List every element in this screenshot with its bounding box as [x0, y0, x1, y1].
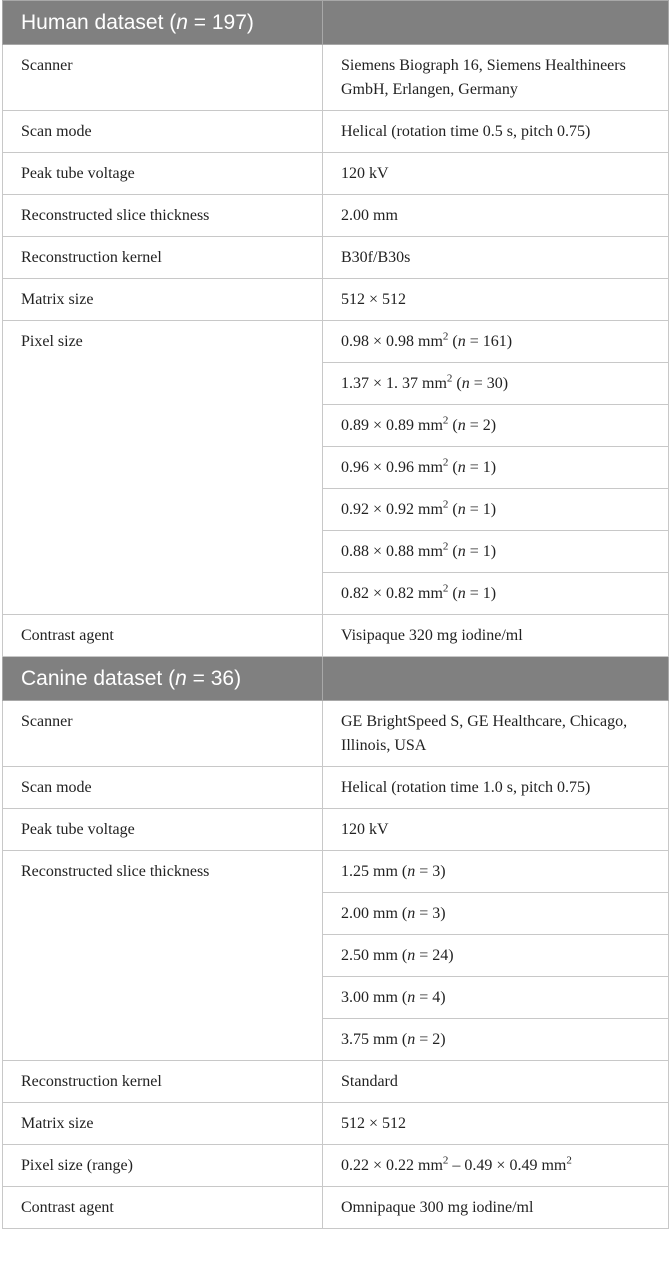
table-row [3, 1103, 669, 1145]
row-value: 0.88 × 0.88 $mm^2$ (n = 1) [323, 531, 669, 573]
canine-dataset-title: Canine dataset (n = 36) [3, 657, 323, 701]
row-label: Scanner [3, 45, 323, 111]
row-value: 0.92 × 0.92 $mm^2$ (n = 1) [323, 489, 669, 531]
row-value: Omnipaque 300 mg iodine/ml [323, 1187, 669, 1229]
table-row [3, 195, 669, 237]
table-row [3, 153, 669, 195]
row-label: Contrast agent [3, 1187, 323, 1229]
table-row [3, 701, 669, 767]
row-label: Scanner [3, 701, 323, 767]
ct-parameters-table [2, 0, 669, 1229]
table-row [3, 45, 669, 111]
row-label: Scan mode [3, 767, 323, 809]
human-dataset-header [3, 1, 669, 45]
row-label: Scan mode [3, 111, 323, 153]
table-row [3, 279, 669, 321]
table-row [3, 615, 669, 657]
row-value: Helical (rotation time 0.5 s, pitch 0.75) [323, 111, 669, 153]
row-value: 512 × 512 [323, 279, 669, 321]
row-value: Visipaque 320 mg iodine/ml [323, 615, 669, 657]
row-value: Standard [323, 1061, 669, 1103]
row-label: Reconstruction kernel [3, 1061, 323, 1103]
row-label: Pixel size (range) [3, 1145, 323, 1187]
row-label: Matrix size [3, 1103, 323, 1145]
row-value: Helical (rotation time 1.0 s, pitch 0.75) [323, 767, 669, 809]
row-value: 1.37 × 1. 37 $mm^2$ (n = 30) [323, 363, 669, 405]
row-value: 0.98 × 0.98 $mm^2$ (n = 161) [323, 321, 669, 363]
row-label: Contrast agent [3, 615, 323, 657]
row-value: 2.00 mm (n = 3) [323, 893, 669, 935]
row-value: 1.25 mm (n = 3) [323, 851, 669, 893]
row-value: Siemens Biograph 16, Siemens Healthineers GmbH, Erlangen, Germany [323, 45, 669, 111]
row-value: 3.00 mm (n = 4) [323, 977, 669, 1019]
row-label: Matrix size [3, 279, 323, 321]
row-value: 120 kV [323, 809, 669, 851]
row-label: Pixel size [3, 321, 323, 615]
row-value: 512 × 512 [323, 1103, 669, 1145]
row-value: 0.22 × 0.22 $mm^2 - 0.49 \times 0.49$ $mm^2$ [323, 1145, 669, 1187]
table-row [3, 321, 669, 363]
row-label: Reconstructed slice thickness [3, 851, 323, 1061]
header-blank-cell [323, 1, 669, 45]
canine-dataset-header [3, 657, 669, 701]
table-row [3, 767, 669, 809]
row-value: B30f/B30s [323, 237, 669, 279]
table-row [3, 809, 669, 851]
header-blank-cell [323, 657, 669, 701]
row-value: 2.00 mm [323, 195, 669, 237]
table-row [3, 237, 669, 279]
row-value: GE BrightSpeed S, GE Healthcare, Chicago, Illinois, USA [323, 701, 669, 767]
table-row [3, 851, 669, 893]
row-value: 0.89 × 0.89 $mm^2$ (n = 2) [323, 405, 669, 447]
row-label: Peak tube voltage [3, 809, 323, 851]
row-label: Reconstruction kernel [3, 237, 323, 279]
row-label: Reconstructed slice thickness [3, 195, 323, 237]
row-value: 0.96 × 0.96 $mm^2$ (n = 1) [323, 447, 669, 489]
table-row [3, 1187, 669, 1229]
row-value: 2.50 mm (n = 24) [323, 935, 669, 977]
row-value: 3.75 mm (n = 2) [323, 1019, 669, 1061]
table-row [3, 1145, 669, 1187]
row-value: 0.82 × 0.82 $mm^2$ (n = 1) [323, 573, 669, 615]
table-row [3, 111, 669, 153]
table-row [3, 1061, 669, 1103]
row-value: 120 kV [323, 153, 669, 195]
human-dataset-title: Human dataset (n = 197) [3, 1, 323, 45]
row-label: Peak tube voltage [3, 153, 323, 195]
